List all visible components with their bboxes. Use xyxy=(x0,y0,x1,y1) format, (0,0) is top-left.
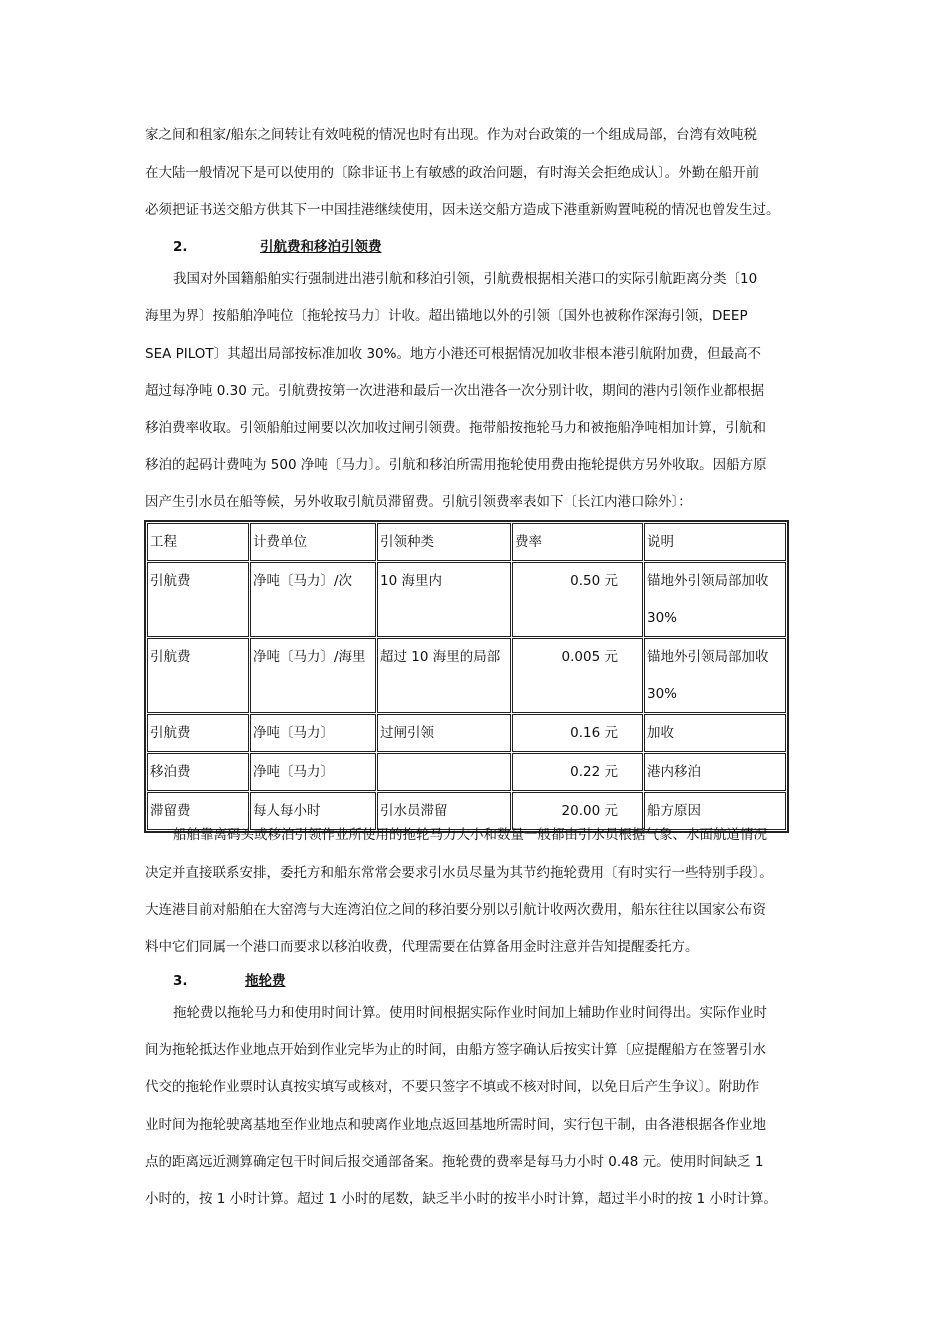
paragraph-line: 料中它们同属一个港口而要求以移泊收费，代理需要在估算备用金时注意并告知提醒委托方。 xyxy=(145,939,699,955)
paragraph-line: 必须把证书送交船方供其下一中国挂港继续使用，因未送交船方造成下港重新购置吨税的情况也曾发生过。 xyxy=(145,202,780,218)
table-cell-rate: 0.16 元 xyxy=(512,714,643,752)
paragraph-line: 间为拖轮抵达作业地点开始到作业完毕为止的时间，由船方签字确认后按实计算〔应提醒船方在签署引水 xyxy=(145,1042,766,1058)
table-cell-note xyxy=(644,638,786,713)
paragraph-line: 移泊费率收取。引领船舶过闸要以次加收过闸引领费。拖带船按拖轮马力和被拖船净吨相加计算，引航和 xyxy=(145,420,766,436)
paragraph-line: 移泊的起码计费吨为 500 净吨〔马力〕。引航和移泊所需用拖轮使用费由拖轮提供方另外收取。因船方原 xyxy=(145,457,767,473)
table-cell-note: 船方原因 xyxy=(644,792,786,830)
section-number: 3. xyxy=(173,973,188,989)
table-cell-rate: 0.50 元 xyxy=(512,562,643,637)
paragraph-line: 因产生引水员在船等候，另外收取引航员滞留费。引航引领费率表如下〔长江内港口除外〕： xyxy=(145,494,692,510)
table-header-cell: 说明 xyxy=(644,523,786,561)
paragraph-line: 代交的拖轮作业票时认真按实填写或核对，不要只签字不填或不核对时间，以免日后产生争议〕。附助作 xyxy=(145,1079,760,1095)
note-line: 锚地外引领局部加收 xyxy=(647,573,769,589)
table-header-cell: 引领种类 xyxy=(377,523,511,561)
table-cell-type: 引水员滞留 xyxy=(377,792,511,830)
paragraph-line: 点的距离远近测算确定包干时间后报交通部备案。拖轮费的费率是每马力小时 0.48 元。使用时间缺乏 1 xyxy=(145,1154,764,1170)
table-header-cell: 工程 xyxy=(147,523,249,561)
table-row xyxy=(147,714,786,752)
paragraph-line: 在大陆一般情况下是可以使用的〔除非证书上有敏感的政治问题，有时海关会拒绝成认〕。外勤在船开前 xyxy=(145,165,760,181)
paragraph-line: 船舶靠离码头或移泊引领作业所使用的拖轮马力大小和数量一般都由引水员根据气象、水面航道情况 xyxy=(173,827,767,843)
table-cell-item: 移泊费 xyxy=(147,753,249,791)
table-row xyxy=(147,753,786,791)
table-cell-note: 港内移泊 xyxy=(644,753,786,791)
paragraph-line: 我国对外国籍船舶实行强制进出港引航和移泊引领，引航费根据相关港口的实际引航距离分类〔10 xyxy=(173,271,758,287)
paragraph-line: 业时间为拖轮驶离基地至作业地点和驶离作业地点返回基地所需时间，实行包干制，由各港根据各作业地 xyxy=(145,1117,766,1133)
table-cell-type: 超过 10 海里的局部 xyxy=(377,638,511,713)
paragraph-line: 决定并直接联系安排，委托方和船东常常会要求引水员尽量为其节约拖轮费用〔有时实行一些特别手段〕。 xyxy=(145,865,773,881)
section-title: 引航费和移泊引领费 xyxy=(260,239,382,255)
table-row xyxy=(147,638,786,713)
table-cell-item: 引航费 xyxy=(147,714,249,752)
note-line: 30% xyxy=(647,610,678,626)
paragraph-line: 大连港目前对船舶在大窑湾与大连湾泊位之间的移泊要分别以引航计收两次费用，船东往往以国家公布资 xyxy=(145,902,766,918)
note-line: 锚地外引领局部加收 xyxy=(647,649,769,665)
table-cell-unit: 净吨〔马力〕 xyxy=(250,714,376,752)
table-cell-unit: 净吨〔马力〕 xyxy=(250,753,376,791)
table-cell-rate: 0.22 元 xyxy=(512,753,643,791)
table-cell-type: 过闸引领 xyxy=(377,714,511,752)
table-cell-item: 引航费 xyxy=(147,638,249,713)
table-header-cell: 费率 xyxy=(512,523,643,561)
table-cell-rate: 20.00 元 xyxy=(512,792,643,830)
table-cell-type: 10 海里内 xyxy=(377,562,511,637)
table-cell-unit: 净吨〔马力〕/次 xyxy=(250,562,376,637)
table-cell-unit: 每人每小时 xyxy=(250,792,376,830)
paragraph-line: 小时的，按 1 小时计算。超过 1 小时的尾数，缺乏半小时的按半小时计算，超过半小时的按 1 小时计算。 xyxy=(145,1191,778,1207)
table-row xyxy=(147,792,786,830)
section-number: 2. xyxy=(173,239,188,255)
paragraph-line: SEA PILOT〕其超出局部按标准加收 30%。地方小港还可根据情况加收非根本港引航附加费，但最高不 xyxy=(145,346,761,362)
table-cell-rate: 0.005 元 xyxy=(512,638,643,713)
paragraph-line: 拖轮费以拖轮马力和使用时间计算。使用时间根据实际作业时间加上辅助作业时间得出。实际作业时 xyxy=(173,1005,767,1021)
table-cell-type xyxy=(377,753,511,791)
paragraph-line: 家之间和租家/船东之间转让有效吨税的情况也时有出现。作为对台政策的一个组成局部，台湾有效吨税 xyxy=(145,127,758,143)
table-cell-item: 滞留费 xyxy=(147,792,249,830)
fee-table xyxy=(144,520,789,833)
table-header-cell: 计费单位 xyxy=(250,523,376,561)
fee-table-wrapper xyxy=(144,520,789,833)
paragraph-line: 超过每净吨 0.30 元。引航费按第一次进港和最后一次出港各一次分别计收，期间的港内引领作业都根据 xyxy=(145,383,765,399)
note-line: 30% xyxy=(647,686,678,702)
table-row xyxy=(147,562,786,637)
table-cell-note: 加收 xyxy=(644,714,786,752)
table-cell-item: 引航费 xyxy=(147,562,249,637)
paragraph-line: 海里为界〕按船舶净吨位〔拖轮按马力〕计收。超出锚地以外的引领〔国外也被称作深海引领，DEEP xyxy=(145,308,748,324)
table-cell-unit: 净吨〔马力〕/海里 xyxy=(250,638,376,713)
table-cell-note xyxy=(644,562,786,637)
table-header-row xyxy=(147,523,786,561)
section-title: 拖轮费 xyxy=(245,973,286,989)
